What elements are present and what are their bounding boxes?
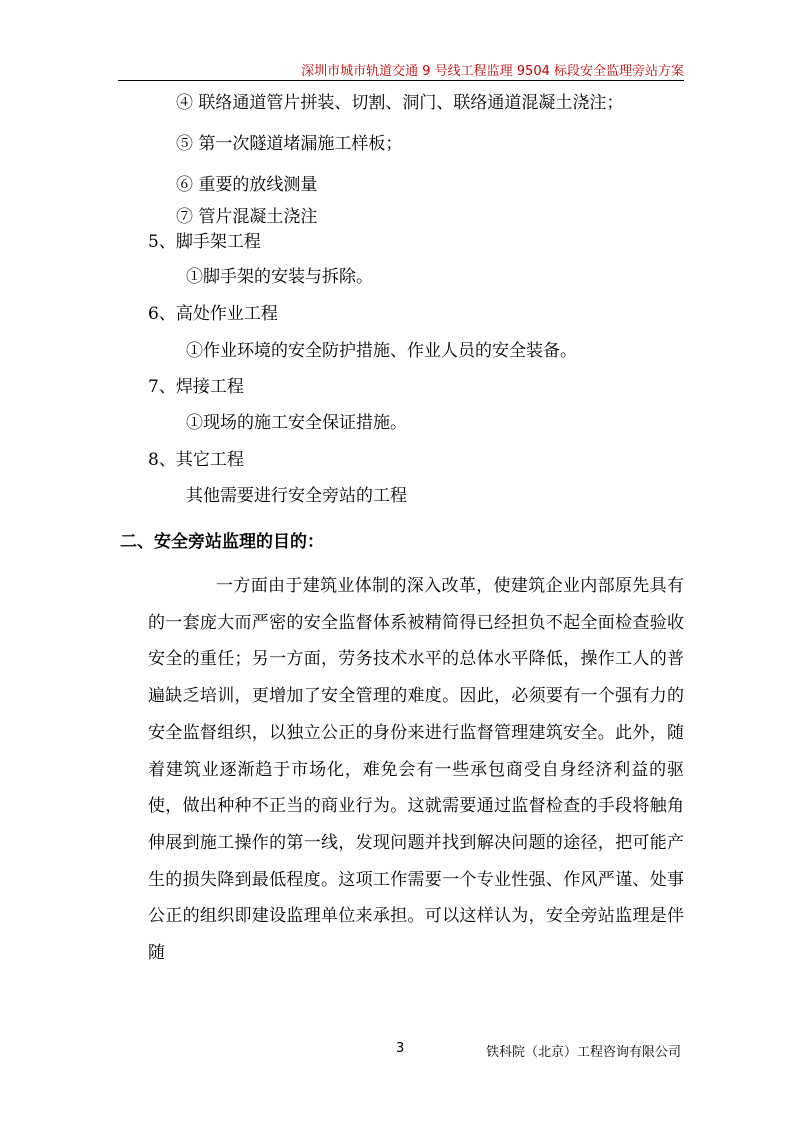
subsection-title: 6、高处作业工程 [148,304,278,324]
subsection-title: 7、焊接工程 [148,377,244,397]
subsection-title: 5、脚手架工程 [148,232,261,252]
subsection-title: 8、其它工程 [148,450,244,470]
list-item: ①作业环境的安全防护措施、作业人员的安全装备。 [186,341,577,361]
page-header [118,58,684,81]
page-number: 3 [396,1041,405,1056]
list-item: ①现场的施工安全保证措施。 [186,413,407,433]
section-heading: 二、安全旁站监理的目的： [120,532,324,552]
list-item: ⑦ 管片混凝土浇注 [176,207,318,227]
list-item: 其他需要进行安全旁站的工程 [186,486,407,506]
list-item: ①脚手架的安装与拆除。 [186,267,373,287]
footer-organization: 铁科院（北京）工程咨询有限公司 [486,1045,682,1060]
header-title: 深圳市城市轨道交通 9 号线工程监理 9504 标段安全监理旁站方案 [301,64,684,79]
list-item: ⑥ 重要的放线测量 [176,175,318,195]
list-item: ④ 联络通道管片拼装、切割、洞门、联络通道混凝土浇注； [176,93,624,113]
list-item: ⑤ 第一次隧道堵漏施工样板； [176,134,403,154]
body-paragraph: 一方面由于建筑业体制的深入改革，使建筑企业内部原先具有的一套庞大而严密的安全监督体系被精简得已经担负不起全面检查验收安全的重任；另一方面，劳务技术水平的总体水平降低，操作工人的普遍缺乏培训，更增加了安全管理的难度。因此，必须要有一个强有力的安全监督组织，以独立公正的身份来进行监督管理建筑安全。此外，随着建筑业逐渐趋于市场化，难免会有一些承包商受自身经济利益的驱使，做出种种不正当的商业行为。这就需要通过监督检查的手段将触角伸展到施工操作的第一线，发现问题并找到解决问题的途径，把可能产生的损失降到最低程度。这项工作需要一个专业性强、作风严谨、处事公正的组织即建设监理单位来承担。可以这样认为，安全旁站监理是伴随 [148,576,684,964]
